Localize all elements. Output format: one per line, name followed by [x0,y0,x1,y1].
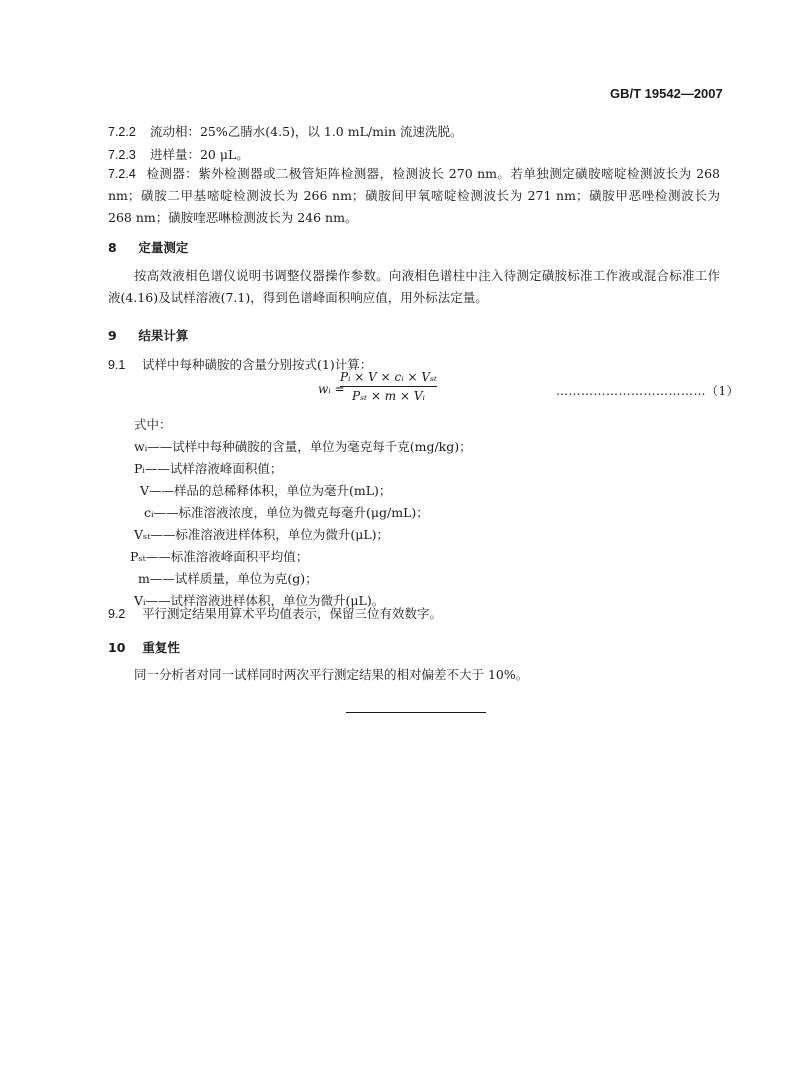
item-number: 7.2.3 [108,148,136,162]
item-number: 7.2.4 [108,167,136,181]
item-7-2-2 [108,122,462,140]
section-8-heading [108,238,188,256]
section-8-paragraph: 按高效液相色谱仪说明书调整仪器操作参数。向液相色谱柱中注入待测定磺胺标准工作液或混合标准工作液(4.16)及试样溶液(7.1)，得到色谱峰面积响应值，用外标法定量。 [108,268,720,305]
definition-line: m——试样质量，单位为克(g)； [138,571,318,586]
formula-number: ………………………………（1） [556,384,740,398]
item-text: 进样量：20 μL。 [149,147,249,162]
item-9-2 [108,604,442,622]
formula-lhs: wᵢ = [318,382,345,396]
item-number: 9.2 [108,607,126,621]
where-label: 式中： [134,417,172,432]
section-title: 定量测定 [138,240,189,255]
item-text: 检测器：紫外检测器或二极管矩阵检测器，检测波长 270 nm。若单独测定磺胺嘧啶检测波长为 268 nm；磺胺二甲基嘧啶检测波长为 266 nm；磺胺间甲氧嘧啶检测波长为 271 nm；磺胺甲恶唑检测波长为 268 nm；磺胺喹恶啉检测波长为 246 nm。 [108,166,720,225]
item-text: 平行测定结果用算术平均值表示，保留三位有效数字。 [141,606,442,621]
formula-fraction [340,370,437,403]
fraction-bar [340,386,437,387]
section-number: 9 [108,328,117,343]
section-9-heading [108,326,188,344]
definition-line: Vₛₜ——标准溶液进样体积，单位为微升(μL)； [134,527,389,542]
section-10-heading [108,638,180,656]
item-7-2-4 [108,163,720,229]
end-rule [346,712,486,713]
section-10-paragraph: 同一分析者对同一试样同时两次平行测定结果的相对偏差不大于 10%。 [134,667,529,682]
item-number: 7.2.2 [108,125,136,139]
definition-line: Vᵢ——试样溶液进样体积，单位为微升(μL)。 [134,593,385,608]
definition-line: V——样品的总稀释体积，单位为毫升(mL)； [140,483,392,498]
item-9-1 [108,355,372,373]
section-number: 10 [108,640,126,655]
formula-denominator: Pₛₜ × m × Vᵢ [352,389,425,403]
definition-line: wᵢ——试样中每种磺胺的含量，单位为毫克每千克(mg/kg)； [134,439,472,454]
item-text: 试样中每种磺胺的含量分别按式(1)计算： [141,357,373,372]
definition-line: cᵢ——标准溶液浓度，单位为微克每毫升(μg/mL)； [144,505,429,520]
formula-numerator: Pᵢ × V × cᵢ × Vₛₜ [340,370,438,384]
definition-line: Pₛₜ——标准溶液峰面积平均值； [130,549,309,564]
item-7-2-3 [108,145,249,163]
definition-line: Pᵢ——试样溶液峰面积值； [134,461,283,476]
section-title: 结果计算 [138,328,189,343]
item-text: 流动相：25%乙腈水(4.5)，以 1.0 mL/min 流速洗脱。 [149,124,463,139]
section-number: 8 [108,240,117,255]
item-number: 9.1 [108,358,126,372]
section-title: 重复性 [142,640,180,655]
standard-number: GB/T 19542—2007 [610,86,723,101]
